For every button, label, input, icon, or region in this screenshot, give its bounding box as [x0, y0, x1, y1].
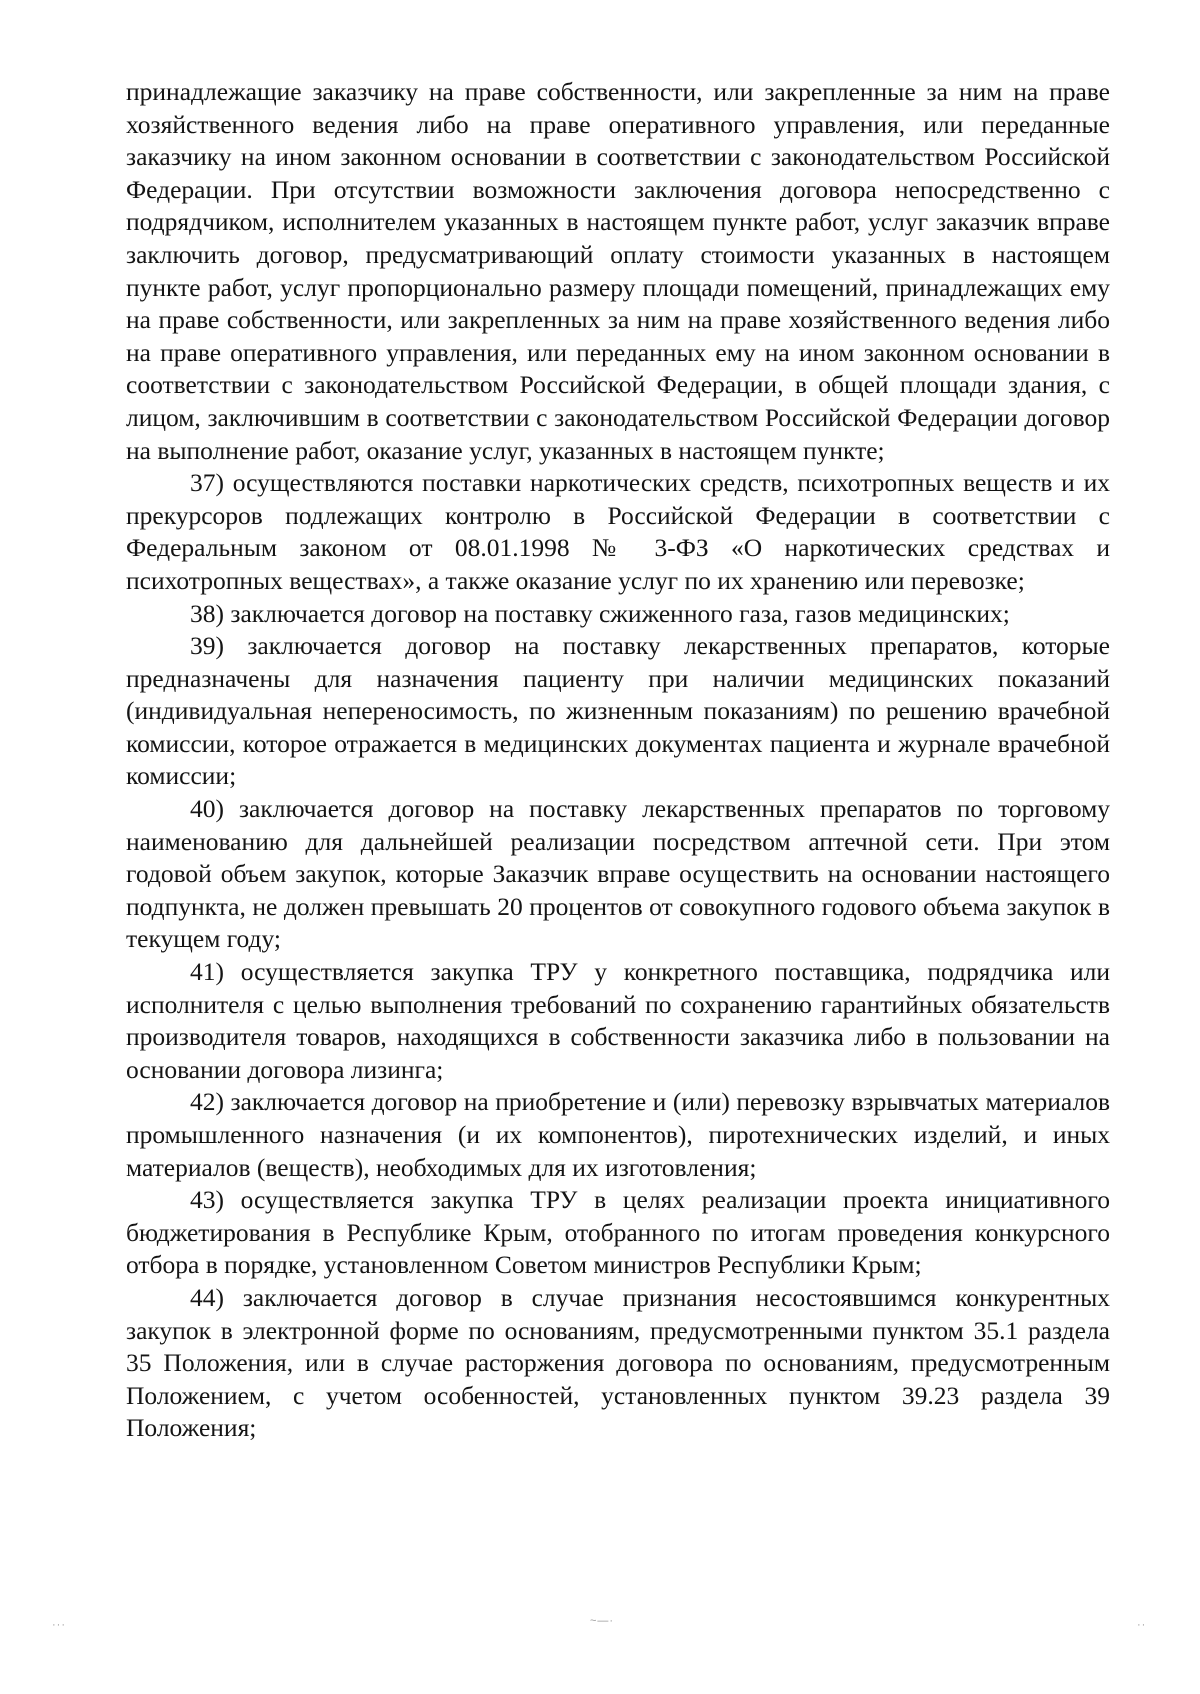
scan-mark-center: ~—·	[590, 1615, 615, 1627]
list-item-42: 42) заключается договор на приобретение и (или) перевозку взрывчатых материалов промышленного назначения (и их компонентов), пиротехнических изделий, и иных материалов (веществ), необходимых для их изготовления;	[126, 1087, 1110, 1182]
document-body	[126, 76, 1110, 1445]
list-item-43: 43) осуществляется закупка ТРУ в целях реализации проекта инициативного бюджетирования в Республике Крым, отобранного по итогам проведения конкурсного отбора в порядке, установленном Советом министров Республики Крым;	[126, 1185, 1110, 1280]
list-item-37: 37) осуществляются поставки наркотических средств, психотропных веществ и их прекурсоров подлежащих контролю в Российской Федерации в соответствии с Федеральным законом от 08.01.1998 № 3-ФЗ «О наркотических средствах и психотропных веществах», а также оказание услуг по их хранению или перевозке;	[126, 468, 1110, 595]
list-item-40: 40) заключается договор на поставку лекарственных препаратов по торговому наименованию для дальнейшей реализации посредством аптечной сети. При этом годовой объем закупок, которые Заказчик вправе осуществить на основании настоящего подпункта, не должен превышать 20 процентов от совокупного годового объема закупок в текущем году;	[126, 794, 1110, 954]
list-item-39: 39) заключается договор на поставку лекарственных препаратов, которые предназначены для назначения пациенту при наличии медицинских показаний (индивидуальная непереносимость, по жизненным показаниям) по решению врачебной комиссии, которое отражается в медицинских документах пациента и журнале врачебной комиссии;	[126, 631, 1110, 791]
list-item-44: 44) заключается договор в случае признания несостоявшимся конкурентных закупок в электронной форме по основаниям, предусмотренными пунктом 35.1 раздела 35 Положения, или в случае расторжения договора по основаниям, предусмотренным Положением, с учетом особенностей, установленных пунктом 39.23 раздела 39 Положения;	[126, 1282, 1110, 1443]
list-item-38: 38) заключается договор на поставку сжиженного газа, газов медицинских;	[190, 598, 1010, 628]
list-item-41: 41) осуществляется закупка ТРУ у конкретного поставщика, подрядчика или исполнителя с целью выполнения требований по сохранению гарантийных обязательств производителя товаров, находящихся в собственности заказчика либо в пользовании на основании договора лизинга;	[126, 957, 1110, 1084]
scan-mark-left: ···	[52, 1619, 66, 1631]
scan-mark-right: ··	[1137, 1619, 1147, 1631]
paragraph-continuation: принадлежащие заказчику на праве собственности, или закрепленные за ним на праве хозяйственного ведения либо на праве оперативного управления, или переданные заказчику на ином законном основании в соответствии с законодательством Российской Федерации. При отсутствии возможности заключения договора непосредственно с подрядчиком, исполнителем указанных в настоящем пункте работ, услуг заказчик вправе заключить договор, предусматривающий оплату стоимости указанных в настоящем пункте работ, услуг пропорционально размеру площади помещений, принадлежащих ему на праве собственности, или закрепленных за ним на праве хозяйственного ведения либо на праве оперативного управления, или переданных ему на ином законном основании в соответствии с законодательством Российской Федерации, в общей площади здания, с лицом, заключившим в соответствии с законодательством Российской Федерации договор на выполнение работ, оказание услуг, указанных в настоящем пункте;	[126, 77, 1110, 465]
